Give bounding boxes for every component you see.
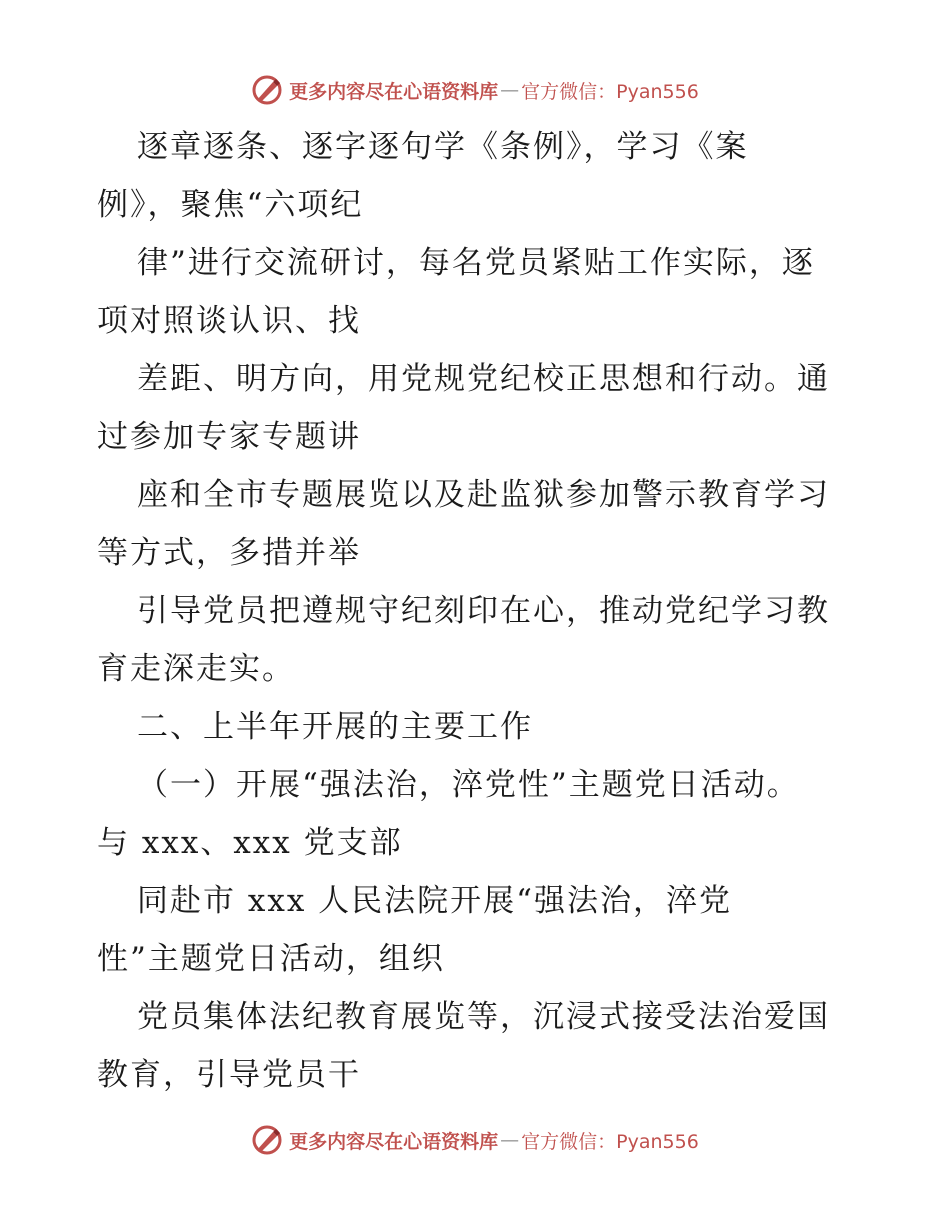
text-line: 育走深走实。 [97, 651, 295, 687]
text-line: 同赴市 xxx 人民法院开展“强法治，淬党 [137, 883, 733, 919]
banner-brand: 更多内容尽在心语资料库 [289, 1130, 499, 1153]
text-line: 等方式，多措并举 [97, 535, 361, 571]
text-line: 差距、明方向，用党规党纪校正思想和行动。通 [137, 361, 830, 397]
text-line: 性”主题党日活动，组织 [97, 941, 445, 977]
banner-wechat: 官方微信：Pyan556 [521, 80, 699, 103]
text-line: 与 xxx、xxx 党支部 [97, 825, 403, 861]
header-banner [0, 70, 950, 110]
text-line: 教育，引导党员干 [97, 1057, 361, 1093]
text-line: 引导党员把遵规守纪刻印在心，推动党纪学习教 [137, 593, 830, 629]
text-line: 座和全市专题展览以及赴监狱参加警示教育学习 [137, 477, 830, 513]
pen-logo-icon [251, 74, 283, 106]
document-body [97, 118, 867, 1104]
text-line: 律”进行交流研讨，每名党员紧贴工作实际，逐 [137, 245, 815, 281]
subsection-heading: （一）开展“强法治，淬党性”主题党日活动。 [137, 767, 800, 803]
text-line: 例》，聚焦“六项纪 [97, 187, 364, 223]
text-line: 过参加专家专题讲 [97, 419, 361, 455]
text-line: 项对照谈认识、找 [97, 303, 361, 339]
pen-logo-icon [251, 1124, 283, 1156]
section-heading: 二、上半年开展的主要工作 [137, 709, 533, 745]
banner-brand: 更多内容尽在心语资料库 [289, 80, 499, 103]
text-line: 党员集体法纪教育展览等，沉浸式接受法治爱国 [137, 999, 830, 1035]
text-line: 逐章逐条、逐字逐句学《条例》，学习《案 [137, 129, 749, 165]
banner-separator: — [500, 79, 520, 101]
banner-separator: — [500, 1129, 520, 1151]
footer-banner [0, 1120, 950, 1160]
banner-wechat: 官方微信：Pyan556 [521, 1130, 699, 1153]
